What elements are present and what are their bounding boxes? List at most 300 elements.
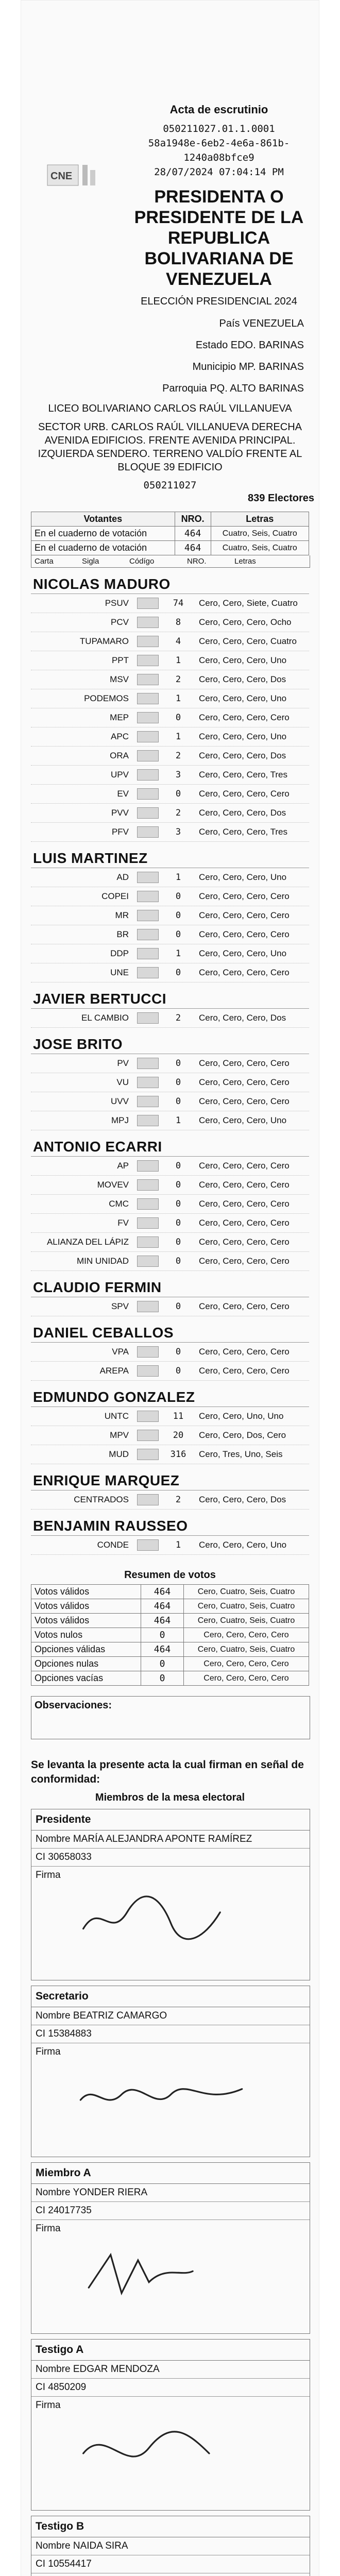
centro-direccion: SECTOR URB. CARLOS RAÚL VILLANUEVA DERECHA AVENIDA EDIFICIOS. FRENTE AVENIDA PRINCIPAL. IZQUIERDA SENDERO. TERRENO VALDÍO FRENTE AL BLOQUE 39 EDIFICIO [38,421,302,473]
candidate-name: CLAUDIO FERMIN [31,1277,309,1297]
summary-letters: Cero, Cuatro, Seis, Cuatro [184,1614,309,1628]
party-votes: 0 [175,910,181,921]
declaracion-text: Se levanta la presente acta la cual firman en señal de conformidad: [31,1759,304,1785]
votantes-cell: En el cuaderno de votación [31,527,175,541]
party-logo-icon [133,693,163,704]
summary-table [31,1584,309,1686]
party-votes-letters: Cero, Cero, Uno, Uno [199,1411,284,1421]
election-title: PRESIDENTA O PRESIDENTE DE LA REPUBLICA BOLIVARIANA DE VENEZUELA [134,187,304,289]
summary-row [31,1614,309,1628]
acta-code: 050211027.01.1.0001 [163,123,275,134]
party-name: UPV [111,770,129,779]
candidate-name: NICOLAS MADURO [31,574,309,594]
party-logo-icon [133,712,163,723]
summary-letters: Cero, Cuatro, Seis, Cuatro [184,1585,309,1599]
observaciones-box [31,1696,310,1739]
party-votes: 0 [175,1237,181,1247]
party-votes: 1 [175,948,181,959]
candidate-name: BENJAMIN RAUSSEO [31,1516,309,1536]
summary-value: 464 [141,1642,184,1657]
party-name: PODEMOS [84,693,129,703]
party-logo-icon [133,1179,163,1191]
party-name: PPT [111,655,129,665]
party-row [31,1536,309,1555]
party-logo-icon [133,807,163,819]
candidate-list [21,574,319,1555]
municipio: Municipio MP. BARINAS [192,361,304,372]
pais: País VENEZUELA [219,318,304,329]
party-row [31,689,309,708]
party-row [31,906,309,925]
member-signature-area [31,2220,310,2333]
party-votes: 0 [175,1256,181,1266]
party-votes-letters: Cero, Cero, Cero, Uno [199,693,287,703]
party-name: DDP [110,948,129,958]
member-nombre: Nombre NAIDA SIRA [31,2537,310,2555]
column-legend [31,555,310,568]
summary-row [31,1657,309,1671]
party-votes-letters: Cero, Cero, Cero, Cero [199,929,290,939]
party-votes: 0 [175,1161,181,1171]
party-name: CMC [109,1199,129,1209]
member-box [31,2162,310,2334]
party-votes-letters: Cero, Cero, Cero, Uno [199,1115,287,1125]
party-votes: 0 [175,1366,181,1376]
member-role: Testigo B [31,2516,310,2537]
party-row [31,1214,309,1233]
party-row [31,708,309,727]
party-row [31,1157,309,1176]
party-row [31,727,309,747]
party-logo-icon [133,1430,163,1441]
party-votes: 316 [170,1449,186,1460]
party-votes: 0 [175,1096,181,1107]
party-logo-icon [133,1217,163,1229]
party-votes-letters: Cero, Tres, Uno, Seis [199,1449,283,1459]
party-logo-icon [133,1077,163,1088]
votantes-header-2: Letras [211,512,309,527]
party-logo-icon [133,788,163,800]
party-votes: 74 [173,598,184,608]
party-votes-letters: Cero, Cero, Cero, Dos [199,1495,286,1504]
party-logo-icon [133,674,163,685]
party-logo-icon [133,1058,163,1069]
party-row [31,1054,309,1073]
party-votes-letters: Cero, Cero, Cero, Ocho [199,617,292,627]
acta-datetime: 28/07/2024 07:04:14 PM [154,166,284,178]
summary-row [31,1671,309,1686]
legend-4: Letras [234,557,256,566]
party-name: MOVEV [97,1180,129,1190]
party-logo-icon [133,1494,163,1505]
candidate-block [21,1034,319,1130]
party-row [31,804,309,823]
party-row [31,785,309,804]
summary-value: 0 [141,1657,184,1671]
member-box [31,2516,310,2576]
party-votes-letters: Cero, Cero, Cero, Cero [199,1237,290,1247]
member-ci: CI 24017735 [31,2202,310,2220]
candidate-name: JOSE BRITO [31,1034,309,1054]
party-votes: 0 [175,1058,181,1069]
summary-row [31,1642,309,1657]
votantes-table [31,512,309,555]
party-votes-letters: Cero, Cero, Cero, Cuatro [199,636,297,646]
legend-0: Carta [35,557,54,566]
party-votes-letters: Cero, Cero, Cero, Uno [199,948,287,958]
party-row [31,1343,309,1362]
party-logo-icon [133,1365,163,1377]
party-votes-letters: Cero, Cero, Siete, Cuatro [199,598,298,608]
party-votes: 0 [175,1077,181,1088]
party-votes-letters: Cero, Cero, Cero, Uno [199,655,287,665]
party-logo-icon [133,1301,163,1312]
candidate-block [21,574,319,842]
party-logo-icon [133,967,163,978]
signature-icon [78,2235,253,2318]
party-votes-letters: Cero, Cero, Cero, Cero [199,1347,290,1357]
party-name: MIN UNIDAD [76,1256,129,1266]
party-name: VPA [112,1347,129,1357]
party-votes: 1 [175,732,181,742]
party-votes: 0 [175,929,181,940]
party-logo-icon [133,1096,163,1107]
party-row [31,1445,309,1464]
party-row [31,963,309,982]
party-votes-letters: Cero, Cero, Cero, Cero [199,1058,290,1068]
electores: 839 Electores [248,493,314,504]
summary-value: 0 [141,1628,184,1642]
party-row [31,1362,309,1381]
member-firma-label: Firma [36,2400,61,2411]
member-nombre: Nombre YONDER RIERA [31,2184,310,2202]
cne-logo-icon [46,160,103,191]
summary-label: Opciones válidas [31,1642,141,1657]
party-votes: 3 [175,827,181,837]
party-name: ALIANZA DEL LÁPIZ [46,1237,129,1247]
background-right [319,0,340,2576]
party-logo-icon [133,1346,163,1358]
legend-2: Códígo [129,557,155,566]
party-votes: 0 [175,1301,181,1312]
party-row [31,1426,309,1445]
summary-value: 464 [141,1599,184,1614]
party-votes: 2 [175,674,181,685]
member-role: Miembro A [31,2163,310,2184]
party-votes: 0 [175,1180,181,1190]
party-votes-letters: Cero, Cero, Cero, Cero [199,910,290,920]
party-row [31,868,309,887]
election-sub: ELECCIÓN PRESIDENCIAL 2024 [141,296,297,307]
summary-row [31,1585,309,1599]
votantes-header-0: Votantes [31,512,175,527]
party-name: MSV [110,674,129,684]
party-votes: 20 [173,1430,184,1440]
votantes-cell: 464 [175,541,211,555]
party-votes: 1 [175,693,181,704]
member-signature-area [31,2043,310,2157]
candidate-block [21,1470,319,1510]
party-votes: 0 [175,789,181,799]
party-votes: 2 [175,1013,181,1023]
party-logo-icon [133,598,163,609]
party-row [31,1297,309,1316]
party-name: APC [111,732,129,741]
party-votes: 0 [175,1347,181,1357]
party-row [31,1407,309,1426]
member-ci: CI 15384883 [31,2025,310,2043]
party-votes-letters: Cero, Cero, Cero, Cero [199,1161,290,1171]
party-votes-letters: Cero, Cero, Cero, Tres [199,827,287,837]
members-list [21,1809,319,2576]
party-row [31,1252,309,1271]
party-votes-letters: Cero, Cero, Cero, Cero [199,1256,290,1266]
party-logo-icon [133,636,163,647]
signature-icon [78,1882,253,1964]
party-votes-letters: Cero, Cero, Cero, Cero [199,1218,290,1228]
party-logo-icon [133,1115,163,1126]
party-name: MPV [110,1430,129,1440]
candidate-name: EDMUNDO GONZALEZ [31,1387,309,1407]
party-votes: 1 [175,1540,181,1550]
summary-label: Opciones nulas [31,1657,141,1671]
party-votes-letters: Cero, Cero, Cero, Cero [199,1301,290,1311]
party-name: BR [116,929,129,939]
acta-receipt [21,0,319,2576]
candidate-block [21,1137,319,1271]
parroquia: Parroquia PQ. ALTO BARINAS [162,383,304,394]
party-votes-letters: Cero, Cero, Cero, Cero [199,1366,290,1376]
party-logo-icon [133,1256,163,1267]
summary-label: Votos nulos [31,1628,141,1642]
party-name: EV [117,789,129,799]
member-signature-area [31,1867,310,1980]
candidate-block [21,1387,319,1464]
party-votes-letters: Cero, Cero, Cero, Cero [199,789,290,799]
party-votes: 0 [175,1199,181,1209]
party-name: PVV [111,808,129,818]
summary-letters: Cero, Cero, Cero, Cero [184,1657,309,1671]
party-logo-icon [133,1411,163,1422]
member-firma-label: Firma [36,1870,61,1880]
party-votes: 2 [175,808,181,818]
party-logo-icon [133,1539,163,1551]
party-row [31,766,309,785]
party-logo-icon [133,617,163,628]
party-name: PSUV [105,598,129,608]
party-name: EL CAMBIO [81,1013,129,1023]
party-logo-icon [133,655,163,666]
party-name: MUD [109,1449,129,1459]
party-name: PV [117,1058,129,1068]
party-logo-icon [133,872,163,883]
member-box [31,1986,310,2157]
candidate-block [21,848,319,982]
candidate-block [21,989,319,1028]
member-role: Presidente [31,1809,310,1831]
party-row [31,613,309,632]
summary-value: 0 [141,1671,184,1686]
party-row [31,1009,309,1028]
party-logo-icon [133,948,163,959]
party-votes: 0 [175,1218,181,1228]
candidate-block [21,1323,319,1381]
member-nombre: Nombre MARÍA ALEJANDRA APONTE RAMÍREZ [31,1831,310,1849]
party-name: MR [115,910,129,920]
party-votes-letters: Cero, Cero, Cero, Cero [199,713,290,722]
party-row [31,823,309,842]
party-row [31,925,309,944]
centro-codigo: 050211027 [143,480,197,491]
party-votes: 11 [173,1411,184,1421]
votantes-cell: 464 [175,527,211,541]
summary-letters: Cero, Cero, Cero, Cero [184,1671,309,1686]
party-name: ORA [110,751,129,760]
member-firma-label: Firma [36,2223,61,2234]
party-votes: 1 [175,655,181,666]
summary-label: Votos válidos [31,1599,141,1614]
acta-header [21,0,319,402]
party-votes: 1 [175,1115,181,1126]
party-name: PFV [111,827,129,837]
party-name: COPEI [101,891,129,901]
member-role: Secretario [31,1986,310,2007]
summary-title: Resumen de votos [124,1569,216,1581]
votantes-header-1: NRO. [175,512,211,527]
party-votes-letters: Cero, Cero, Cero, Uno [199,872,287,882]
centro-block [31,402,309,493]
party-row [31,747,309,766]
party-name: MPJ [111,1115,129,1125]
candidate-name: ANTONIO ECARRI [31,1137,309,1157]
party-votes-letters: Cero, Cero, Cero, Cero [199,1096,290,1106]
party-name: MEP [110,713,129,722]
party-votes-letters: Cero, Cero, Cero, Dos [199,751,286,760]
summary-row [31,1599,309,1614]
party-votes-letters: Cero, Cero, Cero, Cero [199,1180,290,1190]
svg-text:CNE: CNE [50,171,73,182]
party-logo-icon [133,731,163,742]
party-votes: 4 [175,636,181,647]
party-logo-icon [133,1198,163,1210]
member-nombre: Nombre BEATRIZ CAMARGO [31,2007,310,2025]
party-name: SPV [111,1301,129,1311]
member-firma-label: Firma [36,2046,61,2057]
member-ci: CI 30658033 [31,1849,310,1867]
location-block [124,309,309,396]
party-row [31,1490,309,1510]
party-row [31,1195,309,1214]
member-signature-area [31,2573,310,2576]
candidate-block [21,1277,319,1316]
candidate-block [21,1516,319,1555]
summary-letters: Cero, Cero, Cero, Cero [184,1628,309,1642]
party-votes: 2 [175,1495,181,1505]
summary-label: Votos válidos [31,1585,141,1599]
party-logo-icon [133,1236,163,1248]
party-votes: 1 [175,872,181,883]
acta-hash-top: 58a1948e-6eb2-4e6a-861b-1240a08bfce9 [148,138,290,163]
party-logo-icon [133,750,163,761]
summary-row [31,1628,309,1642]
party-votes-letters: Cero, Cero, Cero, Uno [199,1540,287,1550]
member-ci: CI 10554417 [31,2555,310,2573]
signature-icon [78,2412,253,2495]
party-row [31,1111,309,1130]
party-row [31,944,309,963]
party-name: PCV [111,617,129,627]
summary-value: 464 [141,1585,184,1599]
party-name: AREPA [99,1366,129,1376]
party-logo-icon [133,1160,163,1172]
party-votes: 8 [175,617,181,628]
party-logo-icon [133,826,163,838]
party-name: UNE [110,968,129,977]
party-name: TUPAMARO [79,636,129,646]
party-votes-letters: Cero, Cero, Cero, Cero [199,1077,290,1087]
summary-value: 464 [141,1614,184,1628]
party-votes-letters: Cero, Cero, Cero, Uno [199,732,287,741]
signature-icon [78,2059,253,2141]
summary-label: Opciones vacías [31,1671,141,1686]
party-name: AD [116,872,129,882]
summary-letters: Cero, Cuatro, Seis, Cuatro [184,1642,309,1657]
party-name: FV [117,1218,129,1228]
party-votes: 2 [175,751,181,761]
party-logo-icon [133,769,163,781]
party-row [31,1233,309,1252]
party-row [31,670,309,689]
members-title: Miembros de la mesa electoral [95,1792,245,1803]
party-votes-letters: Cero, Cero, Cero, Cero [199,891,290,901]
party-logo-icon [133,1449,163,1460]
party-name: CENTRADOS [74,1495,129,1504]
party-votes-letters: Cero, Cero, Cero, Dos [199,674,286,684]
votantes-cell: Cuatro, Seis, Cuatro [211,527,309,541]
legend-1: Sigla [82,557,99,566]
party-logo-icon [133,1012,163,1024]
party-votes: 3 [175,770,181,780]
member-box [31,1809,310,1980]
member-role: Testigo A [31,2340,310,2361]
candidate-name: JAVIER BERTUCCI [31,989,309,1009]
party-row [31,1073,309,1092]
observaciones-label: Observaciones: [35,1700,112,1711]
party-votes: 0 [175,891,181,902]
party-votes-letters: Cero, Cero, Dos, Cero [199,1430,286,1440]
party-row [31,594,309,613]
party-votes-letters: Cero, Cero, Cero, Dos [199,1013,286,1023]
member-ci: CI 4850209 [31,2379,310,2397]
header-text [124,103,314,308]
party-logo-icon [133,891,163,902]
estado: Estado EDO. BARINAS [195,340,304,351]
candidate-name: LUIS MARTINEZ [31,848,309,868]
candidate-name: DANIEL CEBALLOS [31,1323,309,1343]
summary-label: Votos válidos [31,1614,141,1628]
centro-name: LICEO BOLIVARIANO CARLOS RAÚL VILLANUEVA [48,403,292,414]
party-name: CONDE [97,1540,129,1550]
party-votes: 0 [175,713,181,723]
party-row [31,887,309,906]
member-signature-area [31,2397,310,2510]
acta-title: Acta de escrutinio [169,103,268,116]
party-votes-letters: Cero, Cero, Cero, Dos [199,808,286,818]
votantes-cell: En el cuaderno de votación [31,541,175,555]
party-votes-letters: Cero, Cero, Cero, Cero [199,1199,290,1209]
party-row [31,632,309,651]
candidate-name: ENRIQUE MARQUEZ [31,1470,309,1490]
